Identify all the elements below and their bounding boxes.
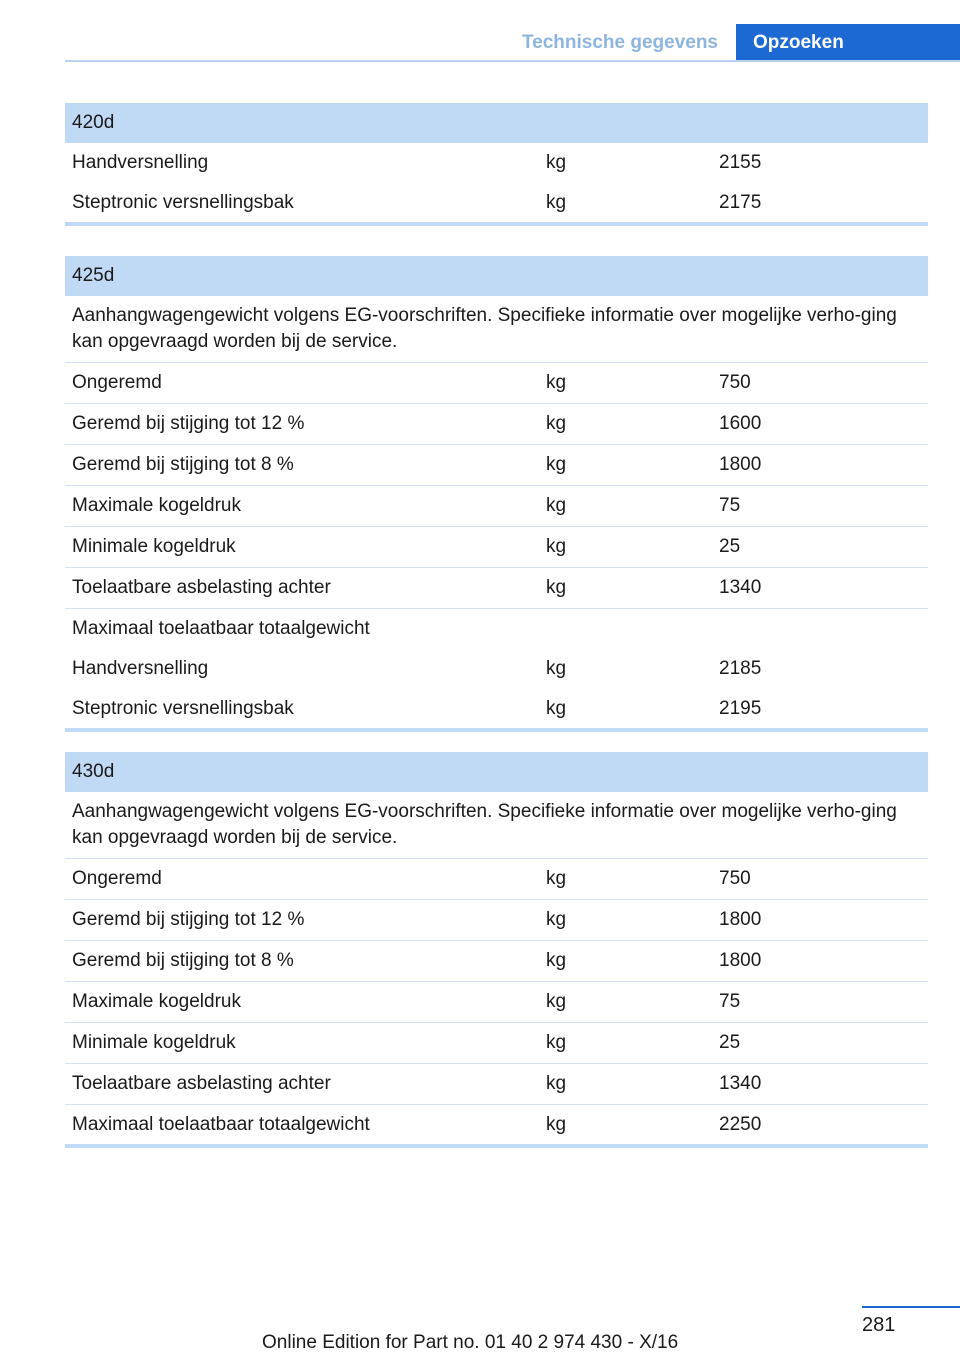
row-value: 1800 — [719, 950, 762, 971]
row-unit: kg — [546, 1073, 567, 1094]
row-value: 750 — [719, 372, 751, 393]
row-label: Minimale kogeldruk — [72, 1032, 236, 1053]
row-value: 2185 — [719, 658, 762, 679]
table-row — [65, 568, 928, 609]
table-row — [65, 527, 928, 568]
table-425d — [65, 256, 928, 732]
row-value: 1800 — [719, 909, 762, 930]
row-label: Toelaatbare asbelasting achter — [72, 577, 331, 598]
row-unit: kg — [546, 192, 567, 213]
row-label: Ongeremd — [72, 372, 162, 393]
row-label: Maximale kogeldruk — [72, 495, 241, 516]
row-value: 25 — [719, 1032, 741, 1053]
row-value: 1340 — [719, 1073, 762, 1094]
row-unit: kg — [546, 1114, 567, 1135]
row-value: 750 — [719, 868, 751, 889]
row-label: Geremd bij stijging tot 12 % — [72, 413, 305, 434]
section-title: Technische gegevens — [521, 32, 718, 53]
row-unit: kg — [546, 698, 567, 719]
table-row — [65, 900, 928, 941]
table-420d — [65, 103, 928, 226]
table-note: Aanhangwagengewicht volgens EG-voorschriften. Specifieke informatie over mogelijke verho-ging kan opgevraagd worden bij de service. — [65, 296, 928, 363]
table-row — [65, 941, 928, 982]
page-number: 281 — [862, 1314, 896, 1336]
row-unit: kg — [546, 372, 567, 393]
header-divider — [65, 60, 960, 62]
row-label: Steptronic versnellingsbak — [72, 698, 294, 719]
table-row — [65, 486, 928, 527]
footer-divider — [862, 1306, 960, 1308]
table-row — [65, 859, 928, 900]
tab-opzoeken[interactable]: Opzoeken — [736, 24, 960, 62]
row-unit: kg — [546, 1032, 567, 1053]
row-unit: kg — [546, 152, 567, 173]
row-unit: kg — [546, 495, 567, 516]
table-430d — [65, 752, 928, 1148]
table-row — [65, 363, 928, 404]
row-label: Handversnelling — [72, 152, 209, 173]
row-value: 75 — [719, 495, 741, 516]
table-row — [65, 183, 928, 222]
table-note: Aanhangwagengewicht volgens EG-voorschriften. Specifieke informatie over mogelijke verho-ging kan opgevraagd worden bij de service. — [65, 792, 928, 859]
table-title: 430d — [65, 752, 928, 792]
row-label: Geremd bij stijging tot 12 % — [72, 909, 305, 930]
row-unit: kg — [546, 950, 567, 971]
row-unit: kg — [546, 658, 567, 679]
row-label: Maximaal toelaatbaar totaalgewicht — [72, 1114, 370, 1135]
row-value: 1600 — [719, 413, 762, 434]
row-unit: kg — [546, 909, 567, 930]
table-row — [65, 1105, 928, 1144]
row-value: 2195 — [719, 698, 762, 719]
row-unit: kg — [546, 868, 567, 889]
row-label: Toelaatbare asbelasting achter — [72, 1073, 331, 1094]
row-unit: kg — [546, 991, 567, 1012]
table-subheading-row — [65, 609, 928, 649]
row-label: Steptronic versnellingsbak — [72, 192, 294, 213]
table-row — [65, 1023, 928, 1064]
table-subheading: Maximaal toelaatbaar totaalgewicht — [72, 618, 370, 639]
row-value: 2155 — [719, 152, 762, 173]
row-unit: kg — [546, 454, 567, 475]
table-title: 425d — [65, 256, 928, 296]
table-row — [65, 649, 928, 689]
row-unit: kg — [546, 536, 567, 557]
row-label: Ongeremd — [72, 868, 162, 889]
row-value: 1800 — [719, 454, 762, 475]
row-label: Geremd bij stijging tot 8 % — [72, 950, 294, 971]
row-value: 2175 — [719, 192, 762, 213]
row-value: 2250 — [719, 1114, 762, 1135]
row-label: Handversnelling — [72, 658, 209, 679]
row-value: 1340 — [719, 577, 762, 598]
row-unit: kg — [546, 413, 567, 434]
row-label: Geremd bij stijging tot 8 % — [72, 454, 294, 475]
row-value: 25 — [719, 536, 741, 557]
row-label: Maximale kogeldruk — [72, 991, 241, 1012]
row-value: 75 — [719, 991, 741, 1012]
row-label: Minimale kogeldruk — [72, 536, 236, 557]
table-row — [65, 982, 928, 1023]
table-row — [65, 445, 928, 486]
table-row — [65, 404, 928, 445]
table-row — [65, 143, 928, 183]
table-row — [65, 689, 928, 728]
row-unit: kg — [546, 577, 567, 598]
edition-note: Online Edition for Part no. 01 40 2 974 430 - X/16 — [262, 1332, 679, 1353]
table-row — [65, 1064, 928, 1105]
table-title: 420d — [65, 103, 928, 143]
